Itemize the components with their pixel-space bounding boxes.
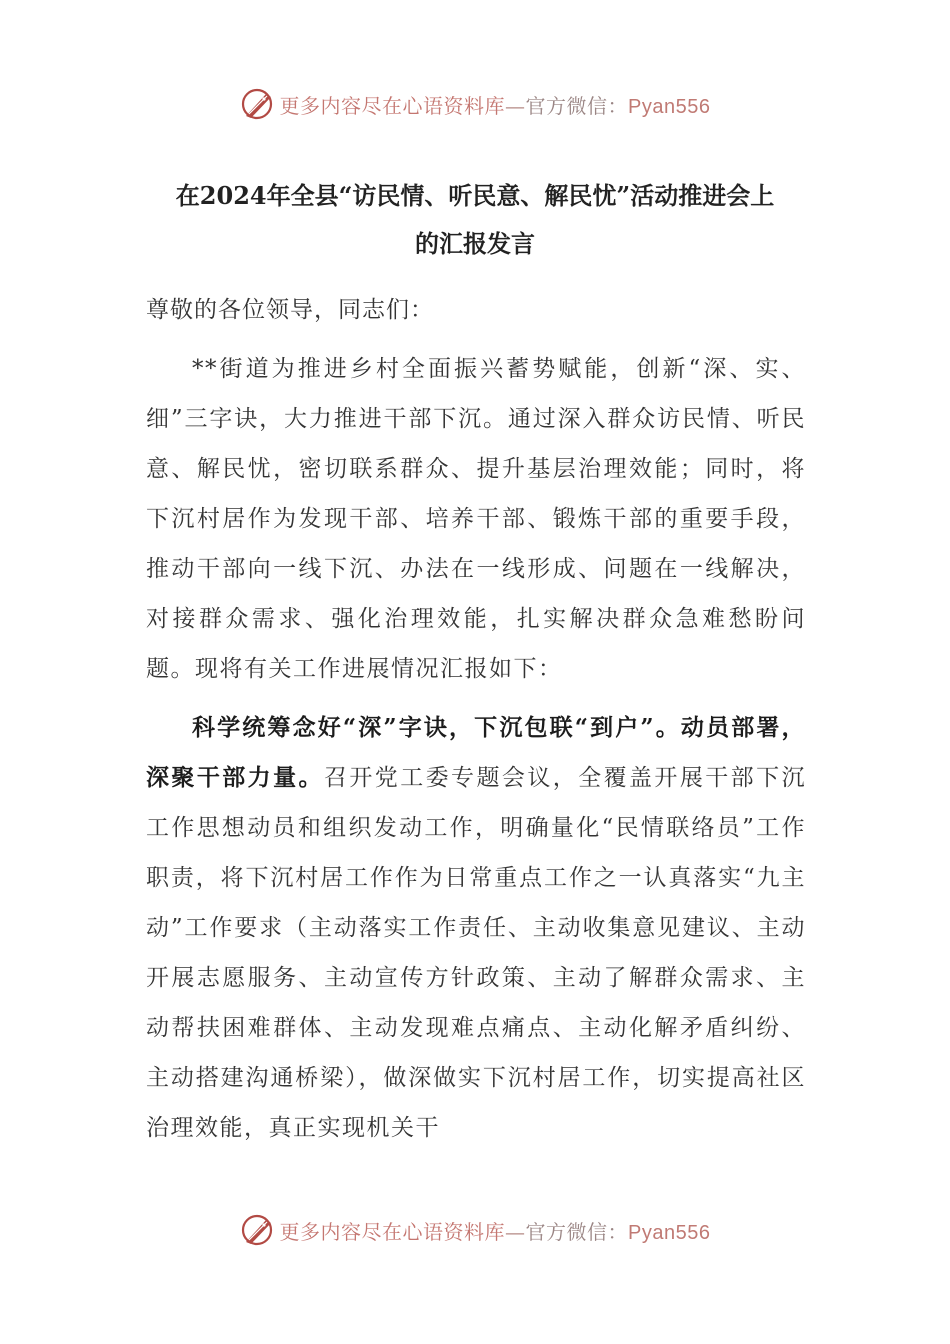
- paragraph-intro: **街道为推进乡村全面振兴蓄势赋能，创新“深、实、细”三字诀，大力推进干部下沉。通过深入群众访民情、听民意、解民忧，密切联系群众、提升基层治理效能；同时，将下沉村居作为发现干部、培养干部、锻炼干部的重要手段，推动干部向一线下沉、办法在一线形成、问题在一线解决，对接群众需求、强化治理效能，扎实解决群众急难愁盼问题。现将有关工作进展情况汇报如下：: [146, 356, 806, 682]
- document-body: [146, 285, 806, 1153]
- watermark-brand: 更多内容尽在心语资料库: [279, 1219, 506, 1244]
- title-line-2: 的汇报发言: [415, 229, 535, 258]
- fountain-pen-logo-icon: [240, 86, 276, 122]
- document-title: [140, 172, 810, 268]
- watermark-brand: 更多内容尽在心语资料库: [279, 93, 506, 118]
- paragraph-section-1: [146, 703, 806, 1153]
- watermark-text: [280, 90, 711, 119]
- section-body: 召开党工委专题会议，全覆盖开展干部下沉工作思想动员和组织发动工作，明确量化“民情联络员”工作职责，将下沉村居工作作为日常重点工作之一认真落实“九主动”工作要求（主动落实工作责任、主动收集意见建议、主动开展志愿服务、主动宣传方针政策、主动了解群众需求、主动帮扶困难群体、主动发现难点痛点、主动化解矛盾纠纷、主动搭建沟通桥梁），做深做实下沉村居工作，切实提高社区治理效能，真正实现机关干: [146, 765, 807, 1141]
- watermark-wechat-label: 官方微信：: [525, 93, 629, 118]
- watermark-dash: —: [505, 93, 526, 118]
- salutation: 尊敬的各位领导，同志们：: [146, 297, 434, 323]
- watermark-dash: —: [505, 1219, 526, 1244]
- header-watermark-banner: [0, 82, 950, 126]
- footer-watermark-banner: [0, 1208, 950, 1252]
- title-line-1: 在2024年全县“访民情、听民意、解民忧”活动推进会上: [175, 181, 775, 210]
- watermark-wechat-label: 官方微信：: [525, 1219, 629, 1244]
- watermark-wechat-id: Pyan556: [628, 95, 711, 118]
- section-heading: 科学统筹念好“深”字诀，下沉包联“到户”。动员部署，深聚干部力量。: [146, 714, 806, 791]
- fountain-pen-logo-icon: [240, 1212, 276, 1248]
- watermark-text: [280, 1216, 711, 1245]
- watermark-wechat-id: Pyan556: [628, 1221, 711, 1244]
